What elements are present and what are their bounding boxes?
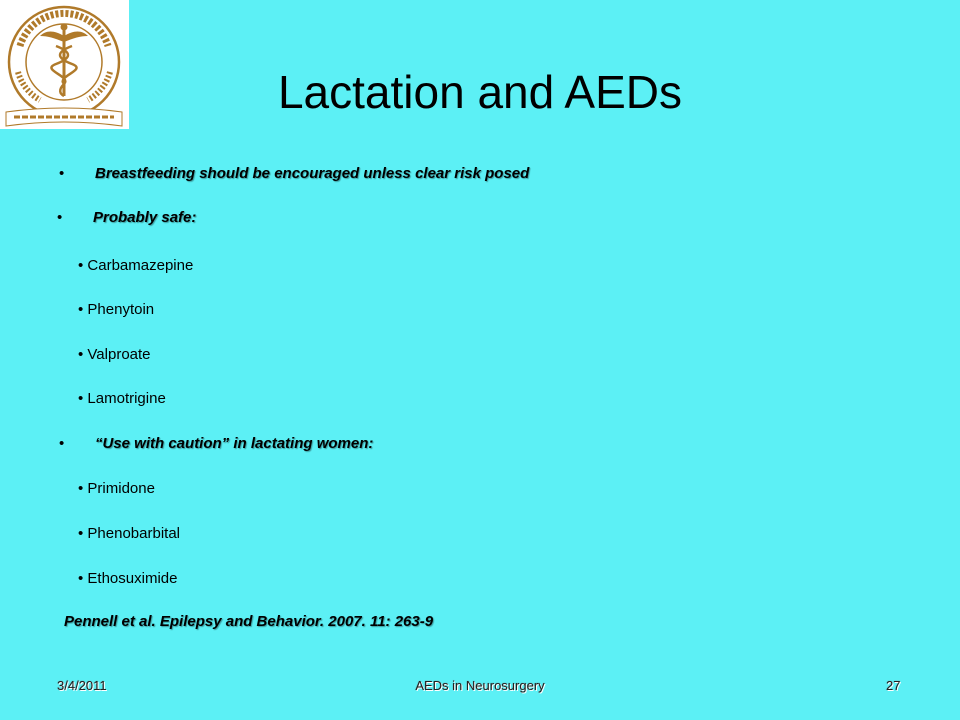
footer-date: 3/4/2011	[57, 678, 107, 693]
sub-bullet-text: • Carbamazepine	[78, 257, 194, 274]
sub-bullet-item	[78, 389, 166, 409]
sub-bullet-item	[78, 256, 193, 276]
sub-bullet-text: • Primidone	[78, 480, 155, 497]
sub-bullet-text: • Lamotrigine	[78, 390, 166, 407]
bullet-dot: •	[57, 209, 63, 226]
bullet-text: Breastfeeding should be encouraged unless clear risk posed	[95, 165, 530, 182]
slide-title: Lactation and AEDs	[277, 66, 683, 118]
slide-number: 27	[886, 678, 901, 693]
footer-title: AEDs in Neurosurgery	[415, 678, 545, 693]
sub-bullet-item	[78, 345, 151, 365]
sub-bullet-item	[78, 479, 155, 499]
sub-bullet-text: • Phenobarbital	[78, 525, 180, 542]
sub-bullet-text: • Ethosuximide	[78, 570, 178, 587]
sub-bullet-item	[78, 569, 177, 589]
bullet-dot: •	[59, 165, 65, 182]
sub-bullet-item	[78, 524, 180, 544]
sub-bullet-text: • Phenytoin	[78, 301, 155, 318]
bullet-dot: •	[59, 435, 65, 452]
reference-citation: Pennell et al. Epilepsy and Behavior. 2007. 11: 263-9	[64, 613, 434, 630]
bullet-text: “Use with caution” in lactating women:	[95, 435, 374, 452]
sub-bullet-text: • Valproate	[78, 346, 151, 363]
bullet-text: Probably safe:	[93, 209, 197, 226]
sub-bullet-item	[78, 300, 154, 320]
